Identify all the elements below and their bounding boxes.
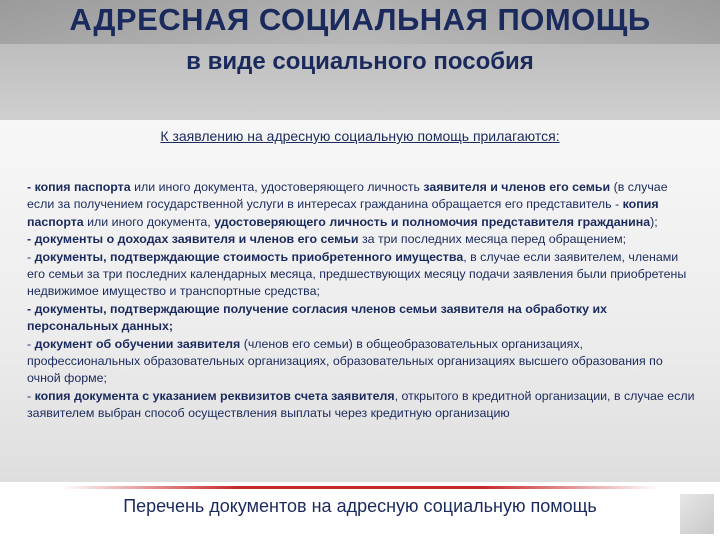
list-item-text: или иного документа, удостоверяющего личность xyxy=(130,180,424,194)
list-item-text: (членов его семьи) в общеобразовательных организациях, профессиональных образовательных организациях, образовательных организациях высшего образования по очной форме; xyxy=(27,336,663,386)
list-item-text: , открытого в кредитной организации, в случае если заявителем выбран способ осуществления выплаты через кредитную организацию xyxy=(27,388,695,421)
list-item-text: копия документа с указанием реквизитов счета заявителя xyxy=(34,388,395,403)
list-item-text: заявителя и членов его семьи xyxy=(423,180,611,194)
page-corner-decoration xyxy=(680,494,714,534)
footer-divider xyxy=(60,486,660,489)
list-item xyxy=(27,179,697,231)
list-item-text: - копия паспорта xyxy=(27,180,131,194)
list-item-text: - xyxy=(27,249,35,264)
list-item xyxy=(27,301,697,336)
list-item xyxy=(27,249,697,301)
list-item-text: документ об обучении заявителя xyxy=(34,336,241,351)
list-item-text: - xyxy=(27,336,35,351)
list-item-text: документы, подтверждающие стоимость приобретенного имущества xyxy=(34,249,464,264)
list-item-text: (в случае если за получением государственной услуги в интересах гражданина обращается его представитель - xyxy=(27,180,668,212)
page-subtitle: в виде социального пособия xyxy=(186,48,534,75)
list-item-text: ); xyxy=(650,214,658,229)
list-item-text: - xyxy=(27,388,35,403)
list-item-text: - документы о доходах заявителя и членов его семьи xyxy=(27,232,359,247)
list-item xyxy=(27,231,697,248)
list-item xyxy=(27,336,697,388)
list-item-text: , в случае если заявителем, членами его семьи за три последних календарных месяца, предшествующих месяцу подачи заявления были приобретены недвижимое имущество и транспортные средства; xyxy=(27,249,687,299)
list-item-text: или иного документа, xyxy=(83,214,215,229)
list-item-text: за три последних месяца перед обращением; xyxy=(358,232,627,247)
list-item-text: удостоверяющего личность и полномочия представителя гражданина xyxy=(214,214,651,229)
document-list xyxy=(27,179,697,423)
intro-heading: К заявлению на адресную социальную помощь прилагаются: xyxy=(160,128,560,144)
list-item-text: копия паспорта xyxy=(27,197,659,229)
page-title: АДРЕСНАЯ СОЦИАЛЬНАЯ ПОМОЩЬ xyxy=(69,2,651,37)
list-item-text: - документы, подтверждающие получение согласия членов семьи заявителя на обработку их персональных данных; xyxy=(27,301,607,334)
footer-caption: Перечень документов на адресную социальную помощь xyxy=(123,496,597,516)
list-item xyxy=(27,388,697,423)
